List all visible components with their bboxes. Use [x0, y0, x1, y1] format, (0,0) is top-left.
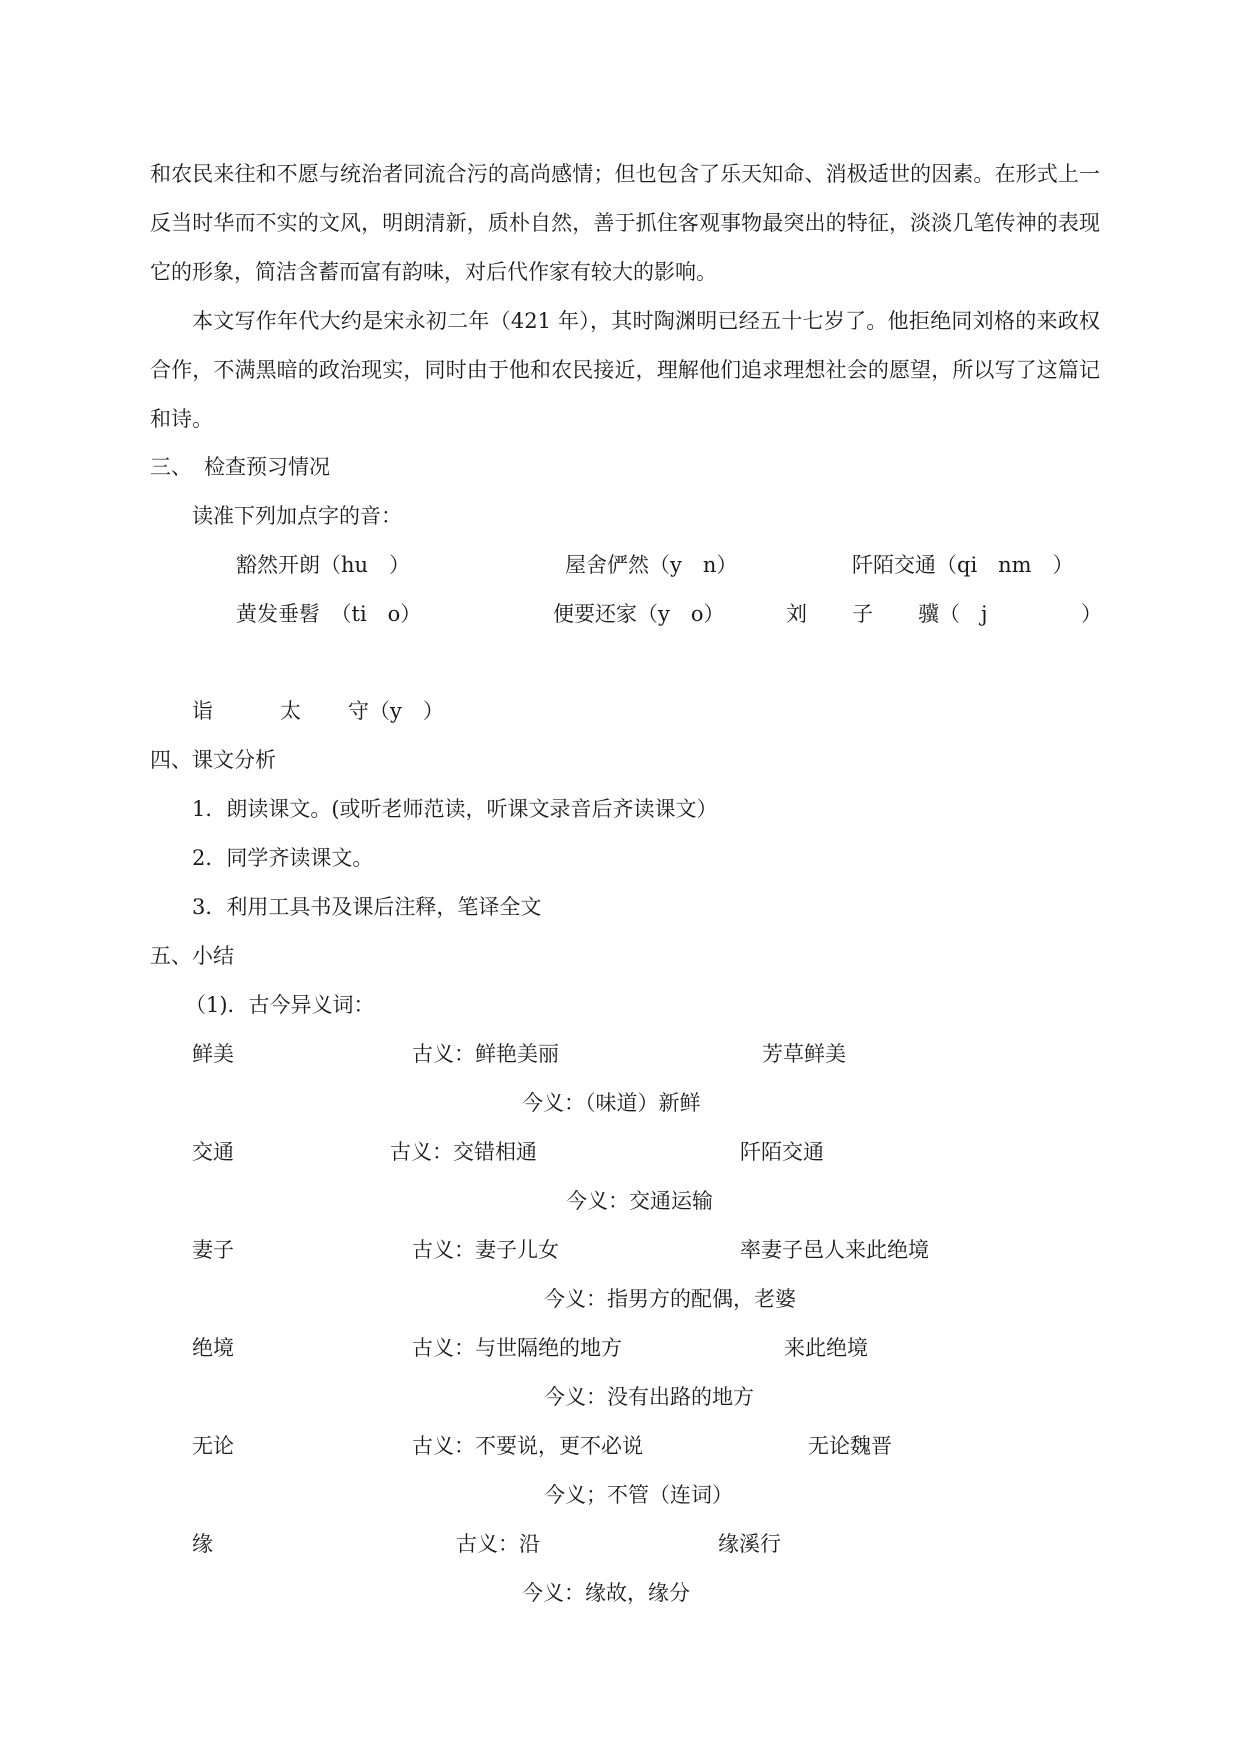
section4-item-3: 3．利用工具书及课后注释，笔译全文 [192, 895, 542, 919]
pinyin-item-4: 黄发垂髫 （ti o） [236, 602, 422, 626]
term-example: 来此绝境 [784, 1336, 868, 1360]
pinyin-item-6a: 刘 [786, 602, 807, 626]
pinyin-item-2: 屋舍俨然（y n） [565, 553, 738, 577]
term-example: 率妻子邑人来此绝境 [740, 1238, 929, 1262]
term-modern-meaning: 今义：指男方的配偶，老婆 [544, 1287, 796, 1311]
term-word: 妻子 [192, 1238, 234, 1262]
term-modern-meaning: 今义；不管（连词） [544, 1483, 733, 1507]
pinyin-item-7b: 太 [280, 699, 301, 723]
section3-heading-number: 三、 [150, 455, 192, 479]
term-modern-meaning: 今义：（味道）新鲜 [522, 1091, 701, 1115]
term-ancient-meaning: 古义：交错相通 [390, 1140, 537, 1164]
term-example: 芳草鲜美 [762, 1042, 846, 1066]
pinyin-item-6b: 子 [852, 602, 873, 626]
term-ancient-meaning: 古义：不要说，更不必说 [412, 1434, 643, 1458]
section4-item-1: 1．朗读课文。(或听老师范读，听课文录音后齐读课文） [192, 797, 718, 821]
pinyin-item-5: 便要还家（y o） [553, 602, 725, 626]
term-modern-meaning: 今义：交通运输 [566, 1189, 713, 1213]
pinyin-item-7a: 诣 [192, 699, 213, 723]
term-example: 缘溪行 [718, 1532, 781, 1556]
term-ancient-meaning: 古义：鲜艳美丽 [412, 1042, 559, 1066]
term-word: 交通 [192, 1140, 234, 1164]
term-word: 绝境 [192, 1336, 234, 1360]
pinyin-item-6c: 骥（ j [918, 602, 988, 626]
pinyin-item-7c: 守（y ） [348, 699, 444, 723]
pinyin-item-1: 豁然开朗（hu ） [236, 553, 411, 577]
term-modern-meaning: 今义：缘故，缘分 [522, 1581, 690, 1605]
section3-heading: 检查预习情况 [204, 455, 330, 479]
section4-heading: 四、课文分析 [150, 748, 276, 772]
term-word: 缘 [192, 1532, 213, 1556]
term-word: 鲜美 [192, 1042, 234, 1066]
section5-subheading: （1)．古今异义词： [185, 993, 375, 1017]
term-example: 阡陌交通 [740, 1140, 824, 1164]
term-word: 无论 [192, 1434, 234, 1458]
intro-paragraph-2: 本文写作年代大约是宋永初二年（421 年），其时陶渊明已经五十七岁了。他拒绝同刘格的来政权合作，不满黑暗的政治现实，同时由于他和农民接近，理解他们追求理想社会的愿望，所以写了这篇记和诗。 [150, 309, 1100, 431]
pinyin-item-6d: ） [1081, 602, 1102, 626]
section4-item-2: 2．同学齐读课文。 [192, 846, 374, 870]
intro-paragraph-1: 和农民来往和不愿与统治者同流合污的高尚感情；但也包含了乐天知命、消极适世的因素。在形式上一反当时华而不实的文风，明朗清新，质朴自然，善于抓住客观事物最突出的特征，淡淡几笔传神的表现它的形象，简洁含蓄而富有韵味，对后代作家有较大的影响。 [150, 162, 1100, 284]
term-example: 无论魏晋 [808, 1434, 892, 1458]
pinyin-item-3: 阡陌交通（qi nm ） [852, 553, 1074, 577]
section3-instruction: 读准下列加点字的音： [192, 504, 402, 528]
section5-heading: 五、小结 [150, 944, 234, 968]
term-modern-meaning: 今义：没有出路的地方 [544, 1385, 754, 1409]
term-ancient-meaning: 古义：与世隔绝的地方 [412, 1336, 622, 1360]
term-ancient-meaning: 古义：妻子儿女 [412, 1238, 559, 1262]
term-ancient-meaning: 古义：沿 [456, 1532, 540, 1556]
